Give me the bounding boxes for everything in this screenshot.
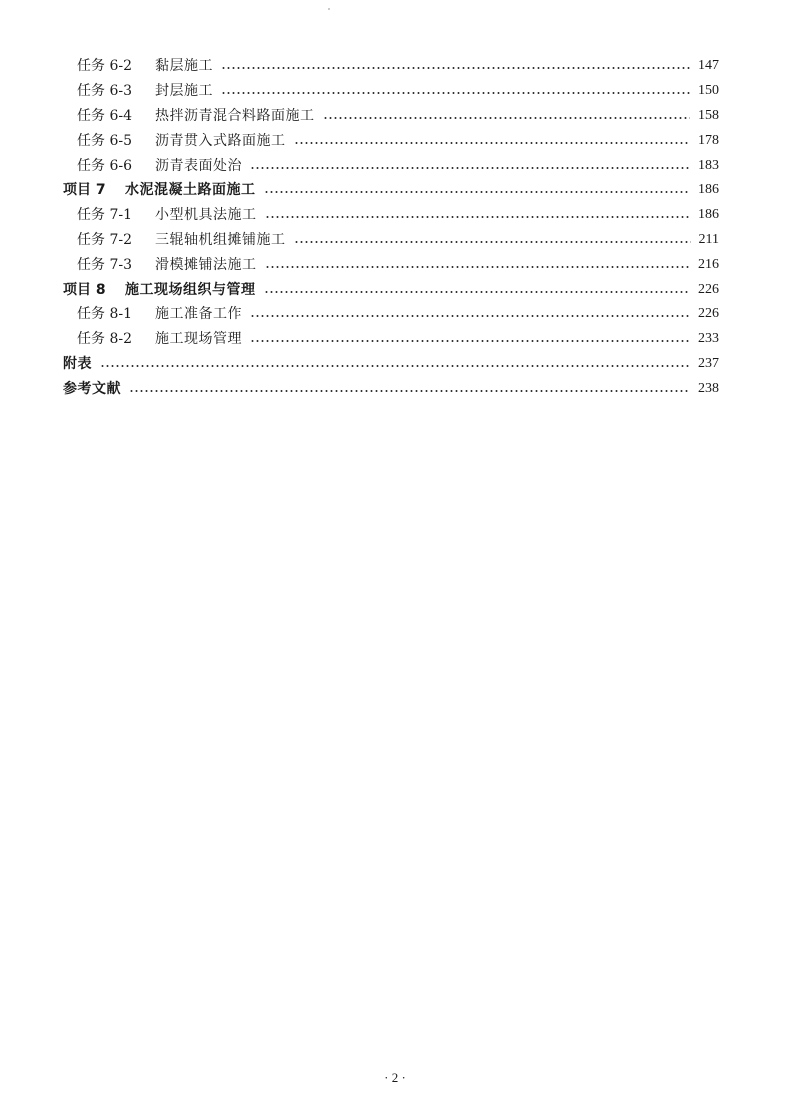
dot-leader [250, 167, 690, 169]
toc-entry-label [63, 109, 315, 123]
toc-entry-appendix[interactable] [63, 352, 719, 377]
toc-entry-title: 滑模摊铺法施工 [155, 256, 257, 273]
toc-entry-page-number: 186 [698, 182, 719, 198]
toc-entry-page-number: 178 [698, 132, 719, 148]
toc-entry-number: 任务 7-1 [77, 207, 132, 224]
toc-entry-number: 任务 7-2 [77, 231, 132, 248]
dot-leader [323, 117, 691, 119]
toc-entry-label [63, 84, 213, 98]
toc-entry-task[interactable] [63, 203, 719, 228]
toc-entry-page-number: 147 [698, 58, 719, 74]
dot-leader [265, 216, 691, 218]
toc-entry-label [63, 208, 257, 222]
toc-entry-page-number: 226 [698, 281, 719, 297]
toc-entry-title: 三辊轴机组摊铺施工 [155, 231, 286, 248]
toc-entry-number: 任务 7-3 [77, 256, 132, 273]
toc-entry-page-number: 186 [698, 207, 719, 223]
dot-leader [100, 365, 690, 367]
dot-leader [221, 92, 690, 94]
toc-entry-title: 沥青贯入式路面施工 [155, 132, 286, 149]
toc-entry-label [63, 159, 242, 173]
toc-entry-title: 水泥混凝土路面施工 [125, 182, 256, 199]
toc-entry-number: 任务 8-1 [77, 306, 132, 323]
toc-entry-page-number: 238 [698, 380, 719, 396]
toc-entry-number: 任务 6-2 [77, 58, 132, 75]
toc-entry-title: 黏层施工 [155, 58, 213, 75]
toc-entry-appendix[interactable] [63, 376, 719, 401]
toc-entry-label [63, 382, 121, 396]
toc-entry-title: 封层施工 [155, 83, 213, 100]
toc-entry-project[interactable] [63, 178, 719, 203]
toc-entry-page-number: 211 [698, 231, 719, 247]
dot-leader [221, 67, 690, 69]
toc-entry-page-number: 216 [698, 256, 719, 272]
toc-entry-project[interactable] [63, 277, 719, 302]
toc-entry-label [63, 183, 256, 197]
dot-leader [265, 266, 691, 268]
toc-entry-task[interactable] [63, 228, 719, 253]
toc-entry-title: 施工现场组织与管理 [125, 281, 256, 298]
toc-entry-task[interactable] [63, 302, 719, 327]
scan-speck [328, 8, 330, 10]
toc-entry-number: 任务 6-6 [77, 157, 132, 174]
dot-leader [250, 315, 690, 317]
toc-entry-number: 任务 6-5 [77, 132, 132, 149]
toc-entry-label [63, 283, 256, 297]
toc-entry-title: 热拌沥青混合料路面施工 [155, 107, 315, 124]
toc-entry-task[interactable] [63, 128, 719, 153]
dot-leader [264, 191, 691, 193]
toc-entry-label [63, 233, 286, 247]
toc-entry-task[interactable] [63, 153, 719, 178]
toc-entry-title: 附表 [63, 355, 92, 372]
toc-entry-title: 施工准备工作 [155, 306, 242, 323]
dot-leader [250, 340, 690, 342]
toc-entry-page-number: 233 [698, 331, 719, 347]
toc-entry-label [63, 59, 213, 73]
toc-entry-task[interactable] [63, 104, 719, 129]
toc-entry-number: 任务 6-4 [77, 107, 132, 124]
toc-entry-label [63, 357, 92, 371]
dot-leader [294, 241, 691, 243]
page-footer-number: · 2 · [384, 1070, 406, 1085]
table-of-contents [63, 54, 719, 401]
toc-entry-title: 施工现场管理 [155, 331, 242, 348]
toc-entry-page-number: 226 [698, 306, 719, 322]
toc-entry-number: 项目 7 [63, 182, 106, 199]
toc-entry-page-number: 158 [698, 107, 719, 123]
toc-entry-title: 参考文献 [63, 380, 121, 397]
toc-entry-number: 任务 6-3 [77, 83, 132, 100]
dot-leader [264, 291, 691, 293]
toc-entry-label [63, 307, 242, 321]
toc-entry-task[interactable] [63, 54, 719, 79]
toc-entry-task[interactable] [63, 252, 719, 277]
toc-entry-page-number: 237 [698, 355, 719, 371]
toc-entry-task[interactable] [63, 327, 719, 352]
toc-entry-label [63, 332, 242, 346]
toc-entry-label [63, 258, 257, 272]
toc-entry-title: 沥青表面处治 [155, 157, 242, 174]
toc-entry-label [63, 134, 286, 148]
toc-entry-task[interactable] [63, 79, 719, 104]
dot-leader [129, 390, 690, 392]
toc-entry-title: 小型机具法施工 [155, 207, 257, 224]
toc-entry-page-number: 150 [698, 83, 719, 99]
toc-entry-page-number: 183 [698, 157, 719, 173]
toc-entry-number: 项目 8 [63, 281, 106, 298]
dot-leader [294, 142, 691, 144]
toc-entry-number: 任务 8-2 [77, 331, 132, 348]
